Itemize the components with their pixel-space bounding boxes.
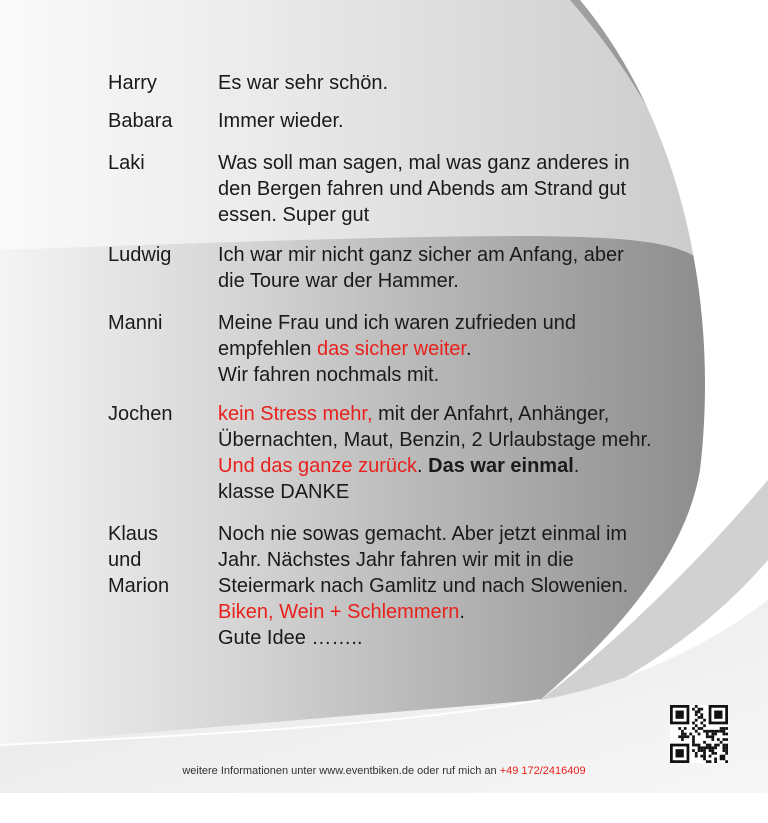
- testimonial-text: [218, 150, 728, 228]
- text-line: [218, 70, 728, 96]
- text-line: [218, 453, 728, 479]
- name-line: Jochen: [108, 403, 173, 425]
- text-segment: .: [573, 455, 580, 477]
- name-line: Laki: [108, 152, 145, 174]
- footer-phone: +49 172/2416409: [499, 765, 586, 777]
- text-line: [218, 202, 728, 228]
- testimonial-name: [108, 108, 218, 134]
- text-segment: klasse DANKE: [218, 481, 350, 503]
- text-segment: Es war sehr schön.: [218, 72, 389, 94]
- testimonial-name: [108, 310, 218, 388]
- testimonial-text: [218, 401, 728, 505]
- footer: [0, 765, 768, 777]
- text-segment: Ich war mir nicht ganz sicher am Anfang, aber: [218, 244, 624, 266]
- text-line: [218, 310, 728, 336]
- text-line: [218, 479, 728, 505]
- testimonial-name: [108, 401, 218, 505]
- testimonial-row: [108, 310, 728, 388]
- name-line: Ludwig: [108, 244, 172, 266]
- text-segment: .: [417, 455, 429, 477]
- testimonial-name: [108, 150, 218, 228]
- testimonial-name: [108, 242, 218, 294]
- testimonial-name: [108, 70, 218, 96]
- text-line: [218, 521, 728, 547]
- text-segment: Meine Frau und ich waren zufrieden und: [218, 312, 576, 334]
- text-segment: .: [465, 338, 472, 360]
- testimonial-row: [108, 242, 728, 294]
- text-line: [218, 401, 728, 427]
- name-line: Babara: [108, 110, 173, 132]
- testimonial-text: [218, 108, 728, 134]
- testimonial-text: [218, 70, 728, 96]
- bold-text: Das war einmal: [428, 455, 574, 477]
- text-segment: mit der Anfahrt, Anhänger,: [372, 403, 610, 425]
- text-line: [218, 573, 728, 599]
- name-line: Manni: [108, 312, 163, 334]
- name-line: Klaus: [108, 523, 159, 545]
- text-line: [218, 108, 728, 134]
- text-segment: Was soll man sagen, mal was ganz anderes in: [218, 152, 630, 174]
- testimonial-text: [218, 242, 728, 294]
- text-segment: die Toure war der Hammer.: [218, 270, 459, 292]
- text-segment: Wir fahren nochmals mit.: [218, 364, 440, 386]
- name-line: Marion: [108, 575, 170, 597]
- highlight-text: das sicher weiter: [316, 338, 466, 360]
- text-line: [218, 242, 728, 268]
- text-line: [218, 336, 728, 362]
- qr-code-icon: [670, 705, 728, 763]
- name-line: und: [108, 549, 142, 571]
- highlight-text: kein Stress mehr,: [218, 403, 373, 425]
- text-segment: Übernachten, Maut, Benzin, 2 Urlaubstage mehr.: [218, 429, 652, 451]
- text-segment: .: [459, 601, 465, 623]
- testimonial-text: [218, 310, 728, 388]
- footer-info-text: weitere Informationen unter www.eventbiken.de oder ruf mich an: [182, 765, 500, 777]
- text-segment: Noch nie sowas gemacht. Aber jetzt einmal im: [218, 523, 628, 545]
- text-line: [218, 625, 728, 651]
- text-line: [218, 427, 728, 453]
- highlight-text: Biken, Wein + Schlemmern: [218, 601, 460, 623]
- text-line: [218, 176, 728, 202]
- text-segment: Steiermark nach Gamlitz und nach Slowenien.: [218, 575, 629, 597]
- testimonial-row: [108, 70, 728, 96]
- text-segment: empfehlen: [218, 338, 317, 360]
- testimonial-row: [108, 521, 728, 651]
- testimonial-row: [108, 150, 728, 228]
- testimonial-text: [218, 521, 728, 651]
- text-line: [218, 150, 728, 176]
- text-segment: Gute Idee ……..: [218, 627, 363, 649]
- text-line: [218, 268, 728, 294]
- text-line: [218, 362, 728, 388]
- text-line: [218, 599, 728, 625]
- testimonial-name: [108, 521, 218, 651]
- testimonial-row: [108, 108, 728, 134]
- name-line: Harry: [108, 72, 157, 94]
- text-line: [218, 547, 728, 573]
- text-segment: den Bergen fahren und Abends am Strand gut: [218, 178, 627, 200]
- testimonial-row: [108, 401, 728, 505]
- highlight-text: Und das ganze zurück: [218, 455, 418, 477]
- text-segment: Immer wieder.: [218, 110, 344, 132]
- text-segment: Jahr. Nächstes Jahr fahren wir mit in die: [218, 549, 574, 571]
- text-segment: essen. Super gut: [218, 204, 370, 226]
